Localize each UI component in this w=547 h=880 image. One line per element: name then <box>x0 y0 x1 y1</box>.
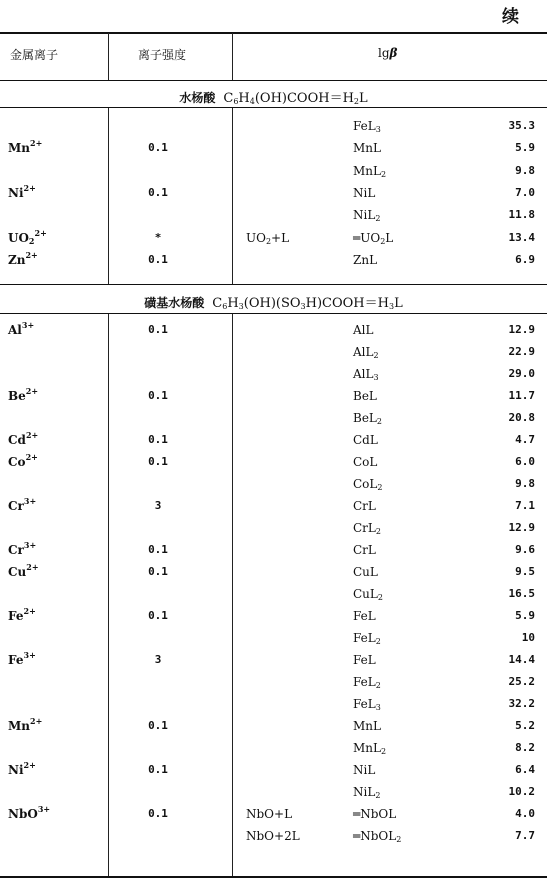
log-beta-value: 6.9 <box>515 252 535 266</box>
col-divider <box>232 314 233 876</box>
ionic-strength-cell: 0.1 <box>148 141 168 155</box>
log-beta-value: 29.0 <box>508 367 535 380</box>
log-beta-value: 12.9 <box>508 521 535 534</box>
metal-ion-cell: $Al^{3+}$ <box>8 320 35 337</box>
complex-species-cell: CdL <box>353 433 378 447</box>
metal-ion-cell: $Mn^{2+}$ <box>8 716 43 733</box>
ionic-strength-cell: * <box>154 230 162 244</box>
complex-species-cell: MnL$_2$ <box>353 741 387 756</box>
complex-species-cell: CuL$_2$ <box>353 587 383 602</box>
complex-species-cell: AlL <box>353 323 374 337</box>
section2-top-rule <box>0 284 547 285</box>
log-beta-value: 6.4 <box>515 763 535 776</box>
ionic-strength-cell: 0.1 <box>148 252 168 266</box>
top-rule <box>0 32 547 34</box>
log-beta-value: 32.2 <box>508 697 535 710</box>
reaction-cell: NbO+L <box>246 807 293 821</box>
metal-ion-cell: $Cr^{3+}$ <box>8 496 37 513</box>
log-beta-value: 7.1 <box>515 499 535 512</box>
ligand-formula: $C_6H_3(OH)(SO_3H)COOH=H_3L$ <box>212 296 403 311</box>
header-log-label: lg <box>378 46 390 60</box>
metal-ion-cell: $Cr^{3+}$ <box>8 540 37 557</box>
metal-ion-cell: $UO_2^{2+}$ <box>8 227 47 246</box>
complex-species-cell: FeL <box>353 609 376 623</box>
log-beta-value: 9.8 <box>515 163 535 177</box>
header-beta-symbol: β <box>389 46 398 60</box>
complex-species-cell: FeL$_2$ <box>353 631 381 646</box>
complex-species-cell: FeL <box>353 653 376 667</box>
log-beta-value: 25.2 <box>508 675 535 688</box>
ligand-name: 磺基水杨酸 <box>144 296 205 310</box>
complex-species-cell: MnL <box>353 719 381 733</box>
col-divider <box>108 314 109 876</box>
log-beta-value: 35.3 <box>508 119 535 132</box>
complex-species-cell: BeL$_2$ <box>353 411 382 426</box>
complex-species-cell: ZnL <box>353 252 378 267</box>
section1-title-rule <box>0 107 547 108</box>
complex-species-cell: CrL <box>353 543 376 557</box>
complex-species-cell: CoL <box>353 455 378 469</box>
col-divider <box>108 108 109 284</box>
metal-ion-cell: $Co^{2+}$ <box>8 452 38 469</box>
metal-ion-cell: $Mn^{2+}$ <box>8 138 43 156</box>
log-beta-value: 20.8 <box>508 411 535 424</box>
log-beta-value: 22.9 <box>508 345 535 358</box>
complex-species-cell: CrL <box>353 499 376 513</box>
log-beta-value: 5.2 <box>515 719 535 732</box>
ligand-formula: $C_6H_4(OH)COOH=H_2L$ <box>223 91 368 106</box>
log-beta-value: 10 <box>521 631 535 644</box>
header-ionic-strength: 离子强度 <box>138 48 187 62</box>
metal-ion-cell: $Cu^{2+}$ <box>8 562 39 579</box>
section-title <box>0 292 547 311</box>
log-beta-value: 16.5 <box>508 587 535 600</box>
ionic-strength-cell: 3 <box>154 653 162 666</box>
log-beta-value: 5.9 <box>515 609 535 622</box>
log-beta-value: 5.9 <box>515 141 535 155</box>
metal-ion-cell: $Fe^{3+}$ <box>8 650 36 667</box>
ionic-strength-cell: 0.1 <box>148 185 168 199</box>
complex-species-cell: ═NbOL <box>353 807 397 821</box>
ionic-strength-cell: 0.1 <box>148 609 168 622</box>
log-beta-value: 4.7 <box>515 433 535 446</box>
log-beta-value: 10.2 <box>508 785 535 798</box>
continued-label: 续 <box>502 7 519 27</box>
metal-ion-cell: $Be^{2+}$ <box>8 386 39 403</box>
metal-ion-cell: $Ni^{2+}$ <box>8 760 36 777</box>
metal-ion-cell: NbO$^{3+}$ <box>8 804 51 821</box>
bottom-rule <box>0 876 547 878</box>
metal-ion-cell: $Zn^{2+}$ <box>8 249 38 267</box>
reaction-cell: $UO_2+L$ <box>246 230 290 246</box>
ionic-strength-cell: 0.1 <box>148 719 168 732</box>
ionic-strength-cell: 0.1 <box>148 763 168 776</box>
log-beta-value: 11.7 <box>508 389 535 402</box>
complex-species-cell: FeL$_3$ <box>353 697 381 712</box>
col-divider <box>108 33 109 80</box>
complex-species-cell: CuL <box>353 565 378 579</box>
ligand-name: 水杨酸 <box>179 91 216 105</box>
ionic-strength-cell: 3 <box>154 499 162 512</box>
section2-title-rule <box>0 313 547 314</box>
complex-species-cell: AlL$_2$ <box>353 345 379 360</box>
ionic-strength-cell: 0.1 <box>148 543 168 556</box>
log-beta-value: 7.7 <box>515 829 535 842</box>
header-metal-ion: 金属离子 <box>10 48 59 62</box>
ionic-strength-cell: 0.1 <box>148 323 168 336</box>
log-beta-value: 9.5 <box>515 565 535 578</box>
log-beta-value: 14.4 <box>508 653 535 666</box>
log-beta-value: 11.8 <box>508 208 535 222</box>
log-beta-value: 8.2 <box>515 741 535 754</box>
log-beta-value: 6.0 <box>515 455 535 468</box>
complex-species-cell: CrL$_2$ <box>353 521 381 536</box>
complex-species-cell: NiL <box>353 763 376 777</box>
header-log-beta <box>378 46 398 60</box>
log-beta-value: 9.8 <box>515 477 535 490</box>
metal-ion-cell: $Ni^{2+}$ <box>8 182 36 200</box>
log-beta-value: 12.9 <box>508 323 535 336</box>
col-divider <box>232 33 233 80</box>
complex-species-cell: FeL$_3$ <box>353 119 381 134</box>
section-title <box>0 87 547 106</box>
complex-species-cell: NiL$_2$ <box>353 208 381 224</box>
complex-species-cell: NiL <box>353 185 376 200</box>
reaction-cell: NbO+2L <box>246 829 300 843</box>
log-beta-value: 13.4 <box>508 230 535 244</box>
log-beta-value: 4.0 <box>515 807 535 820</box>
ionic-strength-cell: 0.1 <box>148 433 168 446</box>
log-beta-value: 9.6 <box>515 543 535 556</box>
metal-ion-cell: $Fe^{2+}$ <box>8 606 36 623</box>
complex-species-cell: BeL <box>353 389 377 403</box>
complex-species-cell: MnL <box>353 141 381 156</box>
col-divider <box>232 108 233 284</box>
ionic-strength-cell: 0.1 <box>148 455 168 468</box>
log-beta-value: 7.0 <box>515 185 535 199</box>
complex-species-cell: CoL$_2$ <box>353 477 383 492</box>
complex-species-cell: FeL$_2$ <box>353 675 381 690</box>
complex-species-cell: AlL$_3$ <box>353 367 379 382</box>
complex-species-cell: ═NbOL$_2$ <box>353 829 402 844</box>
complex-species-cell: $═UO_2L$ <box>353 230 394 246</box>
ionic-strength-cell: 0.1 <box>148 807 168 820</box>
metal-ion-cell: $Cd^{2+}$ <box>8 430 39 447</box>
ionic-strength-cell: 0.1 <box>148 389 168 402</box>
complex-species-cell: NiL$_2$ <box>353 785 381 800</box>
ionic-strength-cell: 0.1 <box>148 565 168 578</box>
header-bottom-rule <box>0 80 547 81</box>
complex-species-cell: MnL$_2$ <box>353 163 387 179</box>
